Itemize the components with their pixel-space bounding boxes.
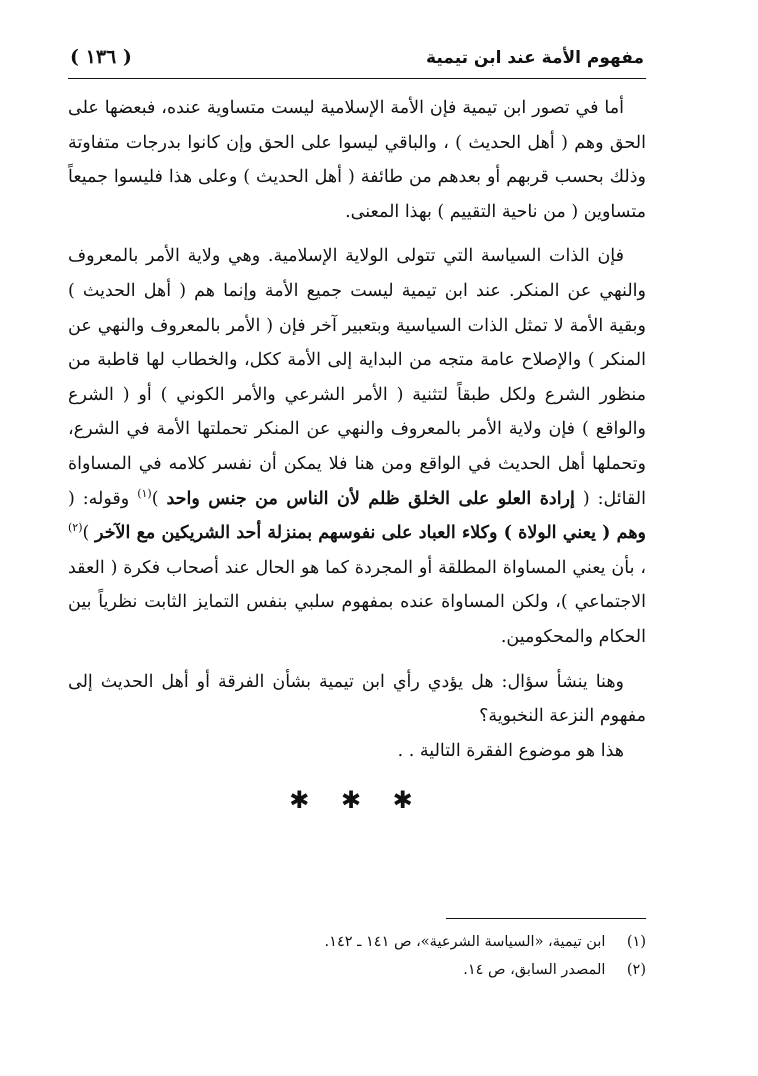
footnote-1-number: (١) (626, 934, 646, 950)
quote-2: وهم ( يعني الولاة ) وكلاء العباد على نفوسهم بمنزلة أحد الشريكين مع الآخر (95, 523, 647, 544)
paragraph-2-tail: ، بأن يعني المساواة المطلقة أو المجردة كما هو الحال عند أصحاب فكرة ( العقد الاجتماعي )، ولكن المساواة عنده بمفهوم سلبي بنفس التمايز الثابت نظرياً بين الحكام والمحكومين. (68, 557, 646, 647)
body-text (68, 91, 646, 814)
footnote-ref-2: (٢) (68, 521, 83, 535)
footnote-2-text: المصدر السابق، ص ١٤. (463, 962, 606, 978)
page-header (68, 34, 646, 79)
paragraph-3: وهنا ينشأ سؤال: هل يؤدي رأي ابن تيمية بشأن الفرقة أو أهل الحديث إلى مفهوم النزعة النخبوية؟ (68, 671, 646, 727)
footnote-ref-1: (١) (137, 486, 152, 500)
paragraph-2-text: فإن الذات السياسة التي تتولى الولاية الإسلامية. وهي ولاية الأمر بالمعروف والنهي عن المنكر. عند ابن تيمية ليست جميع الأمة وإنما هم ( أهل الحديث ) وبقية الأمة لا تمثل الذات السياسية وبتعبير آخر فإن ( الأمر بالمعروف والنهي عن المنكر ) والإصلاح عامة متجه من البداية إلى الأمة ككل، والخطاب لها قاطبة من منظور الشرع ولكل طبقاً لتثنية ( الأمر الشرعي والأمر الكوني ) أو ( الشرع والواقع ) فإن ولاية الأمر بالمعروف والنهي عن المنكر تحملتها الأمة في الشرع، وتحملها أهل الحديث في الواقع ومن هنا فلا يمكن أن نفسر كلامه في المساواة القائل: ( (68, 246, 646, 509)
quote-1: إرادة العلو على الخلق ظلم لأن الناس من جنس واحد (166, 488, 575, 509)
footnote-1-text: ابن تيمية، «السياسة الشرعية»، ص ١٤١ ـ ١٤٢. (324, 934, 606, 950)
paragraph-2-mid: وقوله: ( (68, 488, 130, 509)
section-separator: ✱ ✱ ✱ (289, 786, 425, 815)
footnote-2 (68, 956, 646, 984)
paragraph-4: هذا هو موضوع الفقرة التالية . . (397, 740, 624, 761)
running-title: مفهوم الأمة عند ابن تيمية (426, 48, 644, 68)
footnote-1 (68, 928, 646, 956)
footnote-2-number: (٢) (626, 962, 646, 978)
paragraph-1: أما في تصور ابن تيمية فإن الأمة الإسلامية ليست متساوية عنده، فبعضها على الحق وهم ( أهل الحديث ) ، والباقي ليسوا على الحق وإن كانوا بدرجات متفاوتة وذلك بحسب قربهم أو بعدهم من طائفة ( أهل الحديث ) وعلى هذا فليسوا جميعاً متساوين ( من ناحية التقييم ) بهذا المعنى. (68, 98, 646, 222)
page-number: ( ١٣٦ ) (70, 46, 132, 68)
footnotes (68, 928, 646, 984)
paragraph-2: فإن الذات السياسة التي تتولى الولاية الإسلامية. وهي ولاية الأمر بالمعروف والنهي عن المنكر. عند ابن تيمية ليست جميع الأمة وإنما هم ( أهل الحديث ) وبقية الأمة لا تمثل الذات السياسية وبتعبير آخر فإن ( الأمر بالمعروف والنهي عن المنكر ) والإصلاح عامة متجه من البداية إلى الأمة ككل، والخطاب لها قاطبة من منظور الشرع ولكل طبقاً لتثنية ( الأمر الشرعي والأمر الكوني ) أو ( الشرع والواقع ) فإن ولاية الأمر بالمعروف والنهي عن المنكر تحملتها الأمة في الشرع، وتحملها أهل الحديث في الواقع ومن هنا فلا يمكن أن نفسر كلامه في المساواة القائل: ( إرادة العلو على الخلق ظلم لأن الناس من جنس واحد )$^{(١)}$ وقوله: ( وهم ( يعني الولاة ) وكلاء العباد على نفوسهم بمنزلة أحد الشريكين مع الآخر )$^{(٢)}$ ، بأن يعني المساواة المطلقة أو المجردة كما هو الحال عند أصحاب فكرة ( العقد الاجتماعي )، ولكن المساواة عنده بمفهوم سلبي بنفس التمايز الثابت نظرياً بين الحكام والمحكومين. (68, 246, 647, 647)
footnote-divider (446, 918, 646, 919)
book-page (68, 34, 646, 1034)
